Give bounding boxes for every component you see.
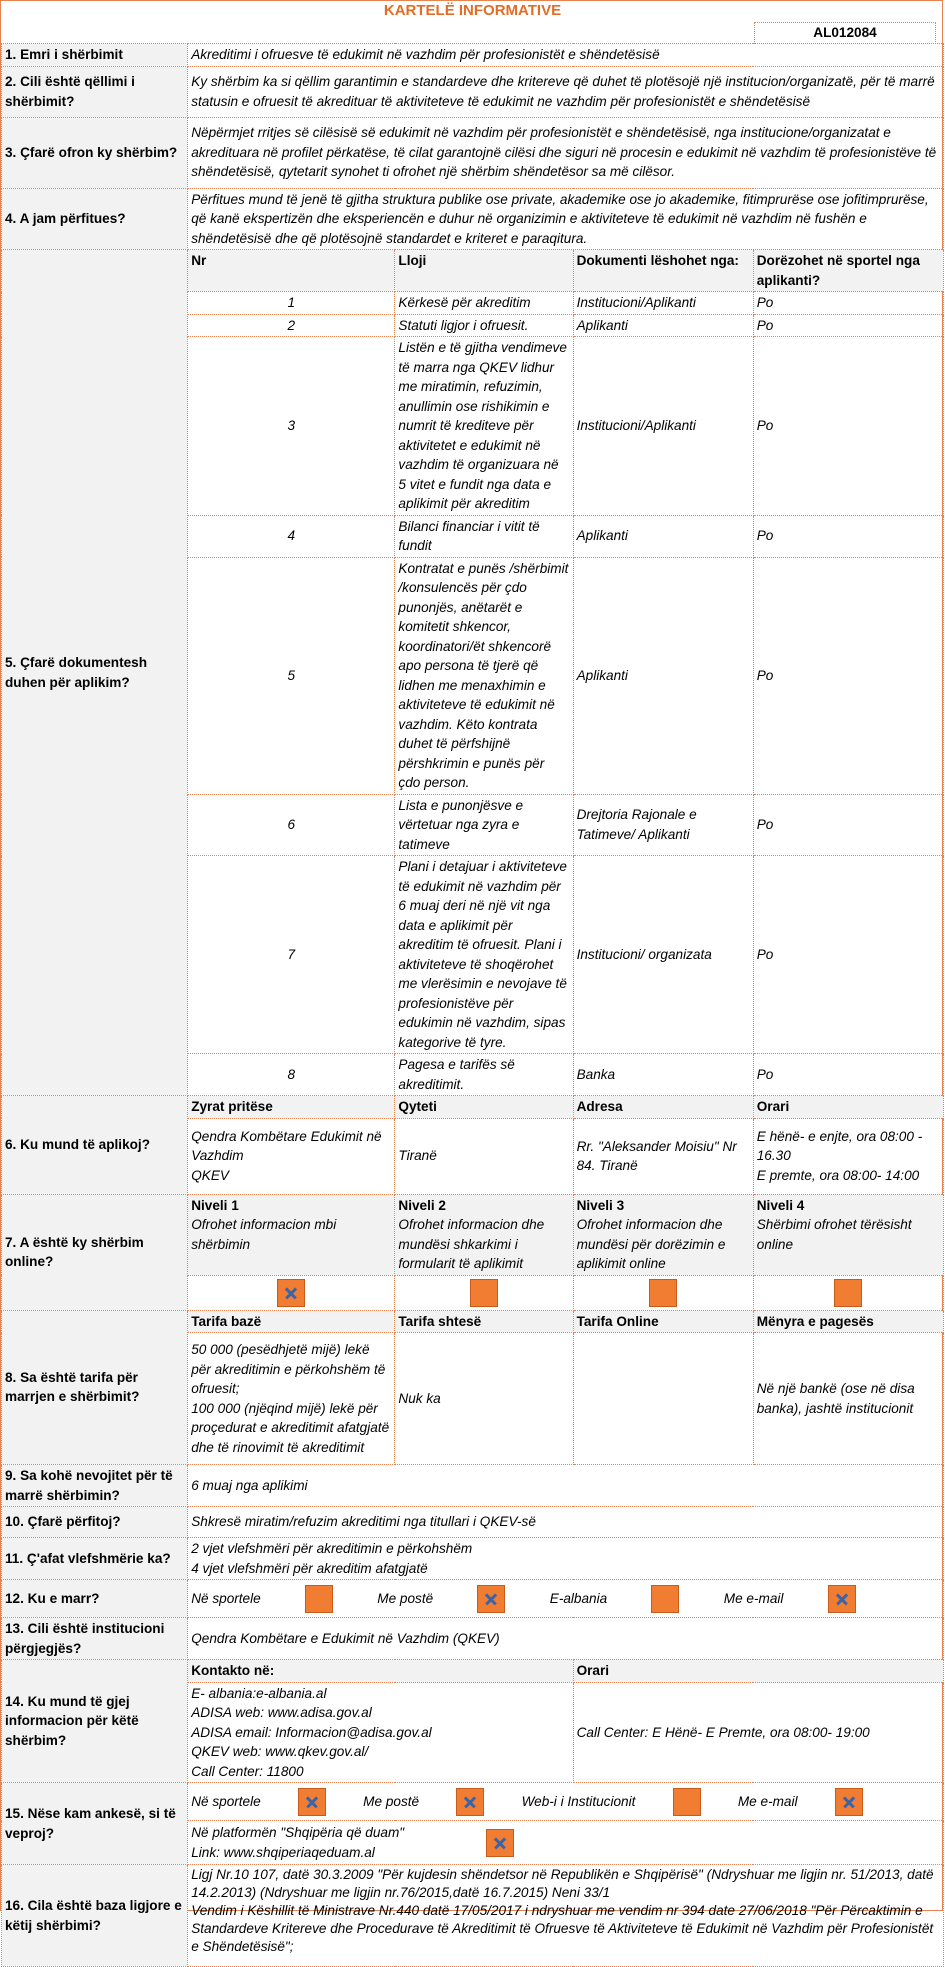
doc-issuer: Aplikanti — [573, 314, 753, 337]
q8-label: 8. Sa është tarifa për marrjen e shërbimit? — [2, 1310, 188, 1465]
row-legal-basis — [2, 1865, 944, 1967]
q6-label: 6. Ku mund të aplikoj? — [2, 1096, 188, 1195]
q15-options-row — [2, 1783, 944, 1821]
q14-header-hours: Orari — [573, 1660, 943, 1683]
doc-issuer: Institucioni/Aplikanti — [573, 337, 753, 516]
doc-type: Kontratat e punës /shërbimit /konsulencës për çdo punonjës, anëtarët e komitetit shkencor, koordinatori/ët shkencorë apo persona të tjerë që lidhen me menaxhimin e aktiviteteve të edukimit në vazhdim. Këto kontrata duhet të përfshijnë përshkrimin e punës për çdo person. — [395, 557, 573, 794]
level-3 — [573, 1194, 753, 1275]
doc-submit: Po — [753, 314, 943, 337]
doc-issuer: Institucioni/Aplikanti — [573, 292, 753, 315]
complaint-counter-checkbox[interactable] — [298, 1788, 326, 1816]
option-label: Në sportele — [191, 1590, 261, 1606]
level-4 — [753, 1194, 943, 1275]
q11-value: 2 vjet vlefshmëri për akreditimin e përkohshëm 4 vjet vlefshmëri për akreditim afatgjatë — [188, 1538, 944, 1580]
doc-type: Bilanci financiar i vitit të fundit — [395, 515, 573, 557]
q15-label: 15. Nëse kam ankesë, si të veproj? — [2, 1783, 188, 1865]
row-service-name — [2, 44, 944, 67]
fee-online — [573, 1333, 753, 1465]
doc-nr: 4 — [188, 515, 395, 557]
doc-issuer: Drejtoria Rajonale e Tatimeve/ Aplikanti — [573, 794, 753, 856]
q15-platform — [188, 1821, 944, 1865]
q3-label: 3. Çfarë ofron ky shërbim? — [2, 117, 188, 188]
q8-header-online: Tarifa Online — [573, 1310, 753, 1333]
level-2-cell — [395, 1275, 573, 1310]
q5-header-nr: Nr — [188, 250, 395, 292]
q4-label: 4. A jam përfitues? — [2, 188, 188, 250]
level-name: Niveli 3 — [576, 1197, 625, 1213]
q1-value: Akreditimi i ofruesve të edukimit në vazhdim për profesionistët e shëndetësisë — [188, 44, 944, 67]
q5-header-type: Lloji — [395, 250, 573, 292]
row-beneficiary — [2, 188, 944, 250]
doc-issuer: Banka — [573, 1054, 753, 1096]
q9-value: 6 muaj nga aplikimi — [188, 1465, 944, 1507]
level-name: Niveli 2 — [398, 1197, 446, 1213]
contact-hours: Call Center: E Hënë- E Premte, ora 08:00- 19:00 — [573, 1682, 943, 1783]
complaint-post-checkbox[interactable] — [456, 1788, 484, 1816]
option-counter-checkbox[interactable] — [305, 1585, 333, 1613]
doc-type: Lista e punonjësve e vërtetuar nga zyra e tatimeve — [395, 794, 573, 856]
option-label: Me postë — [377, 1590, 434, 1606]
row-offer — [2, 117, 944, 188]
doc-submit: Po — [753, 292, 943, 315]
q13-value: Qendra Kombëtare e Edukimit në Vazhdim (QKEV) — [188, 1618, 944, 1660]
q8-header-payment: Mënyra e pagesës — [753, 1310, 943, 1333]
doc-submit: Po — [753, 557, 943, 794]
doc-type: Statuti ligjor i ofruesit. — [395, 314, 573, 337]
q5-header-row — [2, 250, 944, 292]
level-1-cell — [188, 1275, 395, 1310]
row-validity — [2, 1538, 944, 1580]
level-name: Niveli 4 — [756, 1197, 805, 1213]
platform-text: Në platformën "Shqipëria që duam" Link: www.shqiperiaqeduam.al — [191, 1825, 405, 1860]
q7-levels-row — [2, 1194, 944, 1275]
doc-submit: Po — [753, 1054, 943, 1096]
q12-label: 12. Ku e marr? — [2, 1580, 188, 1618]
q14-header-row — [2, 1660, 944, 1683]
level-desc: Ofrohet informacion mbi shërbimin — [191, 1217, 337, 1252]
q7-label: 7. A është ky shërbim online? — [2, 1194, 188, 1310]
doc-nr: 8 — [188, 1054, 395, 1096]
contact-info: E- albania:e-albania.al ADISA web: www.adisa.gov.al ADISA email: Informacion@adisa.gov.al QKEV web: www.qkev.gov.al/ Call Center: 11800 — [188, 1682, 573, 1783]
q8-header-row — [2, 1310, 944, 1333]
q16-value: Ligj Nr.10 107, datë 30.3.2009 "Për kujdesin shëndetsor në Republikën e Shqipërisë" (Ndryshuar me ligjin nr. 51/2013, datë 14.2.2013) (Ndryshuar me ligjin nr.76/2015,datë 16.7.2015) Neni 33/1 Vendim i Këshillit të Ministrave Nr.440 datë 17/05/2017 i ndryshuar me vendim nr 394 date 27/06/2018 "Për Përcaktimin e Standardeve Kritereve dhe Procedurave të Akreditimit të Ofruesve të Aktiviteteve të Edukimit në Vazhdim për Profesionistët e Shëndetësisë"; — [188, 1865, 944, 1967]
q11-label: 11. Ç'afat vlefshmërie ka? — [2, 1538, 188, 1580]
q6-header-city: Qyteti — [395, 1096, 573, 1119]
level-2 — [395, 1194, 573, 1275]
doc-submit: Po — [753, 794, 943, 856]
option-label: E-albania — [549, 1590, 608, 1606]
q16-label: 16. Cila është baza ligjore e këtij shërbimi? — [2, 1865, 188, 1967]
doc-type: Listën e të gjitha vendimeve të marra nga QKEV lidhur me miratimin, refuzimin, anullimin ose rishikimin e numrit të krediteve për aktivitetet e edukimit në vazhdim të organizuara në 5 vitet e fundit nga data e aplikimit për akreditim — [395, 337, 573, 516]
doc-type: Plani i detajuar i aktiviteteve të edukimit në vazhdim për 6 muaj deri në një vit nga data e aplikimit për akreditim të ofruesit. Plani i aktiviteteve të shoqërohet me vlerësimin e nevojave të profesionistëve për edukimin në vazhdim, sipas kategorive të tyre. — [395, 856, 573, 1054]
level-desc: Ofrohet informacion dhe mundësi për dorëzimin e aplikimit online — [576, 1217, 726, 1271]
page-title: KARTELË INFORMATIVE — [383, 2, 562, 19]
q6-header-address: Adresa — [573, 1096, 753, 1119]
q5-label: 5. Çfarë dokumentesh duhen për aplikim? — [2, 250, 188, 1096]
option-label: Me postë — [363, 1793, 420, 1809]
level-3-cell — [573, 1275, 753, 1310]
option-post-checkbox[interactable] — [477, 1585, 505, 1613]
doc-nr: 5 — [188, 557, 395, 794]
fee-base: 50 000 (pesëdhjetë mijë) lekë për akreditimin e përkohshëm të ofruesit; 100 000 (njëqind mijë) lekë për proçedurat e akreditimit afatgjatë dhe të rinovimit të akreditimit — [188, 1333, 395, 1465]
doc-submit: Po — [753, 515, 943, 557]
complaint-email-checkbox[interactable] — [835, 1788, 863, 1816]
q6-header-hours: Orari — [753, 1096, 943, 1119]
info-table — [1, 43, 944, 1967]
doc-nr: 3 — [188, 337, 395, 516]
office-city: Tiranë — [395, 1118, 573, 1194]
q6-header-row — [2, 1096, 944, 1119]
q1-label: 1. Emri i shërbimit — [2, 44, 188, 67]
office-hours: E hënë- e enjte, ora 08:00 - 16.30 E premte, ora 08:00- 14:00 — [753, 1118, 943, 1194]
doc-type: Pagesa e tarifës së akreditimit. — [395, 1054, 573, 1096]
option-label: Në sportele — [191, 1793, 261, 1809]
doc-issuer: Institucioni/ organizata — [573, 856, 753, 1054]
q8-header-extra: Tarifa shtesë — [395, 1310, 573, 1333]
q9-label: 9. Sa kohë nevojitet për të marrë shërbimin? — [2, 1465, 188, 1507]
doc-submit: Po — [753, 856, 943, 1054]
q10-value: Shkresë miratim/refuzim akreditimi nga titullari i QKEV-së — [188, 1507, 944, 1538]
level-desc: Shërbimi ofrohet tërësisht online — [756, 1217, 912, 1252]
doc-nr: 2 — [188, 314, 395, 337]
q6-header-office: Zyrat pritëse — [188, 1096, 395, 1119]
q14-label: 14. Ku mund të gjej informacion për këtë shërbim? — [2, 1660, 188, 1783]
doc-nr: 7 — [188, 856, 395, 1054]
level-2-checkbox[interactable] — [470, 1279, 498, 1307]
q5-header-submit: Dorëzohet në sportel nga aplikanti? — [753, 250, 943, 292]
platform-checkbox[interactable] — [486, 1829, 514, 1857]
level-name: Niveli 1 — [191, 1197, 239, 1213]
option-label: Web-i i Institucionit — [521, 1793, 636, 1809]
level-desc: Ofrohet informacion dhe mundësi shkarkimi i formularit të aplikimit — [398, 1217, 545, 1271]
complaint-web-checkbox[interactable] — [673, 1788, 701, 1816]
q8-header-base: Tarifa bazë — [188, 1310, 395, 1333]
q12-options — [188, 1580, 944, 1618]
option-label: Me e-mail — [723, 1590, 784, 1606]
level-4-checkbox[interactable] — [834, 1279, 862, 1307]
doc-nr: 1 — [188, 292, 395, 315]
row-where-to-get — [2, 1580, 944, 1618]
q2-label: 2. Cili është qëllimi i shërbimit? — [2, 66, 188, 117]
doc-issuer: Aplikanti — [573, 557, 753, 794]
option-ealbania-checkbox[interactable] — [651, 1585, 679, 1613]
option-email-checkbox[interactable] — [828, 1585, 856, 1613]
service-code: AL012084 — [754, 22, 936, 44]
q4-value: Përfitues mund të jenë të gjitha struktura publike ose private, akademike ose jo akademike, fitimprurëse ose jofitimprurëse, që kanë ekspertizën dhe eksperiencën e duhur në organizimin e aktiviteteve të edukimit në vazhdim në fushën e shëndetësisë dhe që plotësojnë standardet e kriteret e paraqitura. — [188, 188, 944, 250]
level-4-cell — [753, 1275, 943, 1310]
fee-extra: Nuk ka — [395, 1333, 573, 1465]
doc-nr: 6 — [188, 794, 395, 856]
q3-value: Nëpërmjet rritjes së cilësisë së edukimit në vazhdim për profesionistët e shëndetësisë, nga institucione/organizatat e akredituara në profilet përkatëse, të cilat garantojnë cilësi dhe siguri në procesin e edukimit në vazhdim të profesionistëve të shëndetësisë, qytetarit synohet ti ofrohet një shërbim shëndetësor sa më cilësor. — [188, 117, 944, 188]
option-label: Me e-mail — [737, 1793, 798, 1809]
office-name: Qendra Kombëtare Edukimit në Vazhdim QKEV — [188, 1118, 395, 1194]
level-1 — [188, 1194, 395, 1275]
row-benefit — [2, 1507, 944, 1538]
payment-method: Në një bankë (ose në disa banka), jashtë institucionit — [753, 1333, 943, 1465]
q2-value: Ky shërbim ka si qëllim garantimin e standardeve dhe kritereve që duhet të plotësojë një institucion/organizatë, për të marrë statusin e ofruesit të akredituar të aktiviteteve të edukimit ne vazhdim për profesionistët e shëndetësisë — [188, 66, 944, 117]
q15-options — [188, 1783, 944, 1821]
doc-type: Kërkesë për akreditim — [395, 292, 573, 315]
office-address: Rr. "Aleksander Moisiu" Nr 84. Tiranë — [573, 1118, 753, 1194]
doc-issuer: Aplikanti — [573, 515, 753, 557]
q14-header-contact: Kontakto në: — [188, 1660, 573, 1683]
row-duration — [2, 1465, 944, 1507]
doc-submit: Po — [753, 337, 943, 516]
q13-label: 13. Cili është institucioni përgjegjës? — [2, 1618, 188, 1660]
q10-label: 10. Çfarë përfitoj? — [2, 1507, 188, 1538]
row-purpose — [2, 66, 944, 117]
q5-header-issuer: Dokumenti lëshohet nga: — [573, 250, 753, 292]
row-institution — [2, 1618, 944, 1660]
level-1-checkbox[interactable] — [277, 1279, 305, 1307]
level-3-checkbox[interactable] — [649, 1279, 677, 1307]
